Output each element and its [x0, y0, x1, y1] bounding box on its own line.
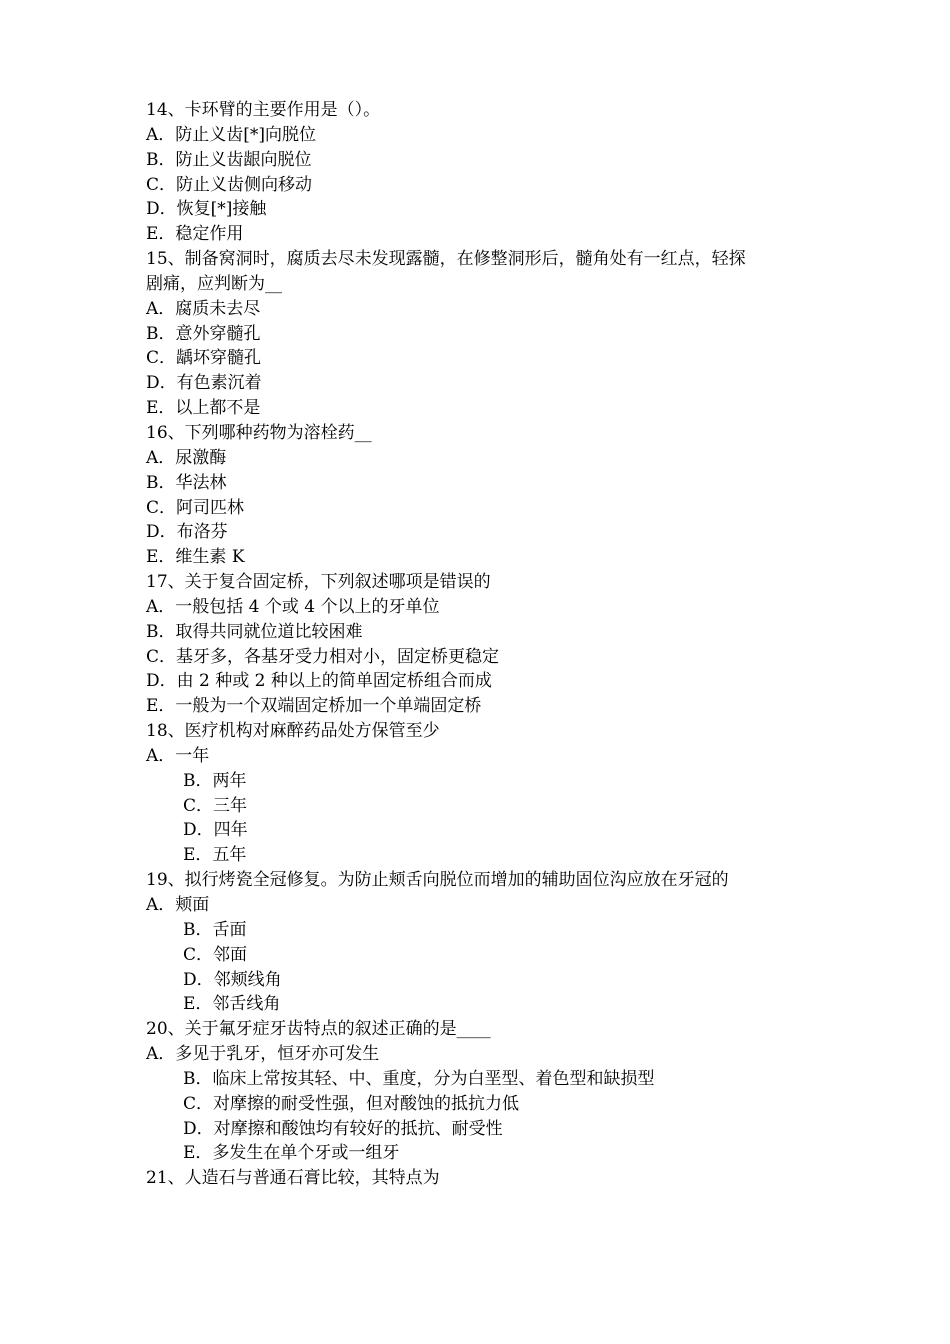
text-line: D．对摩擦和酸蚀均有较好的抵抗、耐受性 [183, 1118, 503, 1139]
document-body [0, 98, 950, 1191]
text-line: A．防止义齿[*]向脱位 [146, 124, 317, 145]
question-text: 18、医疗机构对麻醉药品处方保管至少 [146, 721, 440, 742]
text-line: E．一般为一个双端固定桥加一个单端固定桥 [146, 696, 482, 717]
text-line: C．龋坏穿髓孔 [146, 348, 262, 369]
text-line: A．一年 [146, 745, 210, 766]
text-line: B．意外穿髓孔 [146, 323, 261, 344]
text-line: C．三年 [183, 795, 248, 816]
text-line: D．有色素沉着 [146, 373, 262, 394]
question-text: 20、关于氟牙症牙齿特点的叙述正确的是____ [146, 1019, 491, 1040]
text-line: E．五年 [183, 845, 247, 866]
text-line: B．华法林 [146, 472, 227, 493]
text-line: C．防止义齿侧向移动 [146, 174, 313, 195]
text-line: E．稳定作用 [146, 224, 244, 245]
text-line: A．腐质未去尽 [146, 298, 261, 319]
text-line: D．邻颊线角 [183, 969, 282, 990]
text-line: B．防止义齿龈向脱位 [146, 149, 312, 170]
text-line: C．对摩擦的耐受性强，但对酸蚀的抵抗力低 [183, 1093, 520, 1114]
text-line: C．邻面 [183, 944, 248, 965]
text-line: B．临床上常按其轻、中、重度，分为白垩型、着色型和缺损型 [183, 1068, 655, 1089]
question-text: 21、人造石与普通石膏比较，其特点为 [146, 1168, 440, 1189]
text-line: A．一般包括 4 个或 4 个以上的牙单位 [146, 596, 440, 617]
text-line: B．取得共同就位道比较困难 [146, 621, 363, 642]
text-line: E．多发生在单个牙或一组牙 [183, 1143, 400, 1164]
question-text: 15、制备窝洞时，腐质去尽未发现露髓，在修整洞形后，髓角处有一红点，轻探 [146, 249, 746, 270]
question-text: 14、卡环臂的主要作用是（）。 [146, 100, 381, 120]
text-line: A．颊面 [146, 895, 210, 915]
text-line: D．四年 [183, 820, 248, 841]
text-line: B．两年 [183, 770, 247, 791]
text-line: D．恢复[*]接触 [146, 199, 267, 220]
text-line: E．维生素 K [146, 547, 245, 568]
question-text: 17、关于复合固定桥，下列叙述哪项是错误的 [146, 572, 491, 593]
text-line: B．舌面 [183, 919, 247, 940]
text-line: E．邻舌线角 [183, 994, 281, 1015]
text-line: A．多见于乳牙，恒牙亦可发生 [146, 1044, 380, 1065]
text-line: C．基牙多，各基牙受力相对小，固定桥更稳定 [146, 646, 500, 667]
text-line: C．阿司匹林 [146, 497, 245, 518]
text-line: 剧痛，应判断为__ [146, 273, 282, 294]
text-line: A．尿激酶 [146, 447, 227, 468]
text-line: E．以上都不是 [146, 398, 261, 419]
text-line: D．由 2 种或 2 种以上的简单固定桥组合而成 [146, 671, 492, 692]
question-text: 16、下列哪种药物为溶栓药__ [146, 422, 372, 443]
question-text: 19、拟行烤瓷全冠修复。为防止颊舌向脱位而增加的辅助固位沟应放在牙冠的 [146, 870, 729, 891]
text-line: D．布洛芬 [146, 522, 228, 543]
